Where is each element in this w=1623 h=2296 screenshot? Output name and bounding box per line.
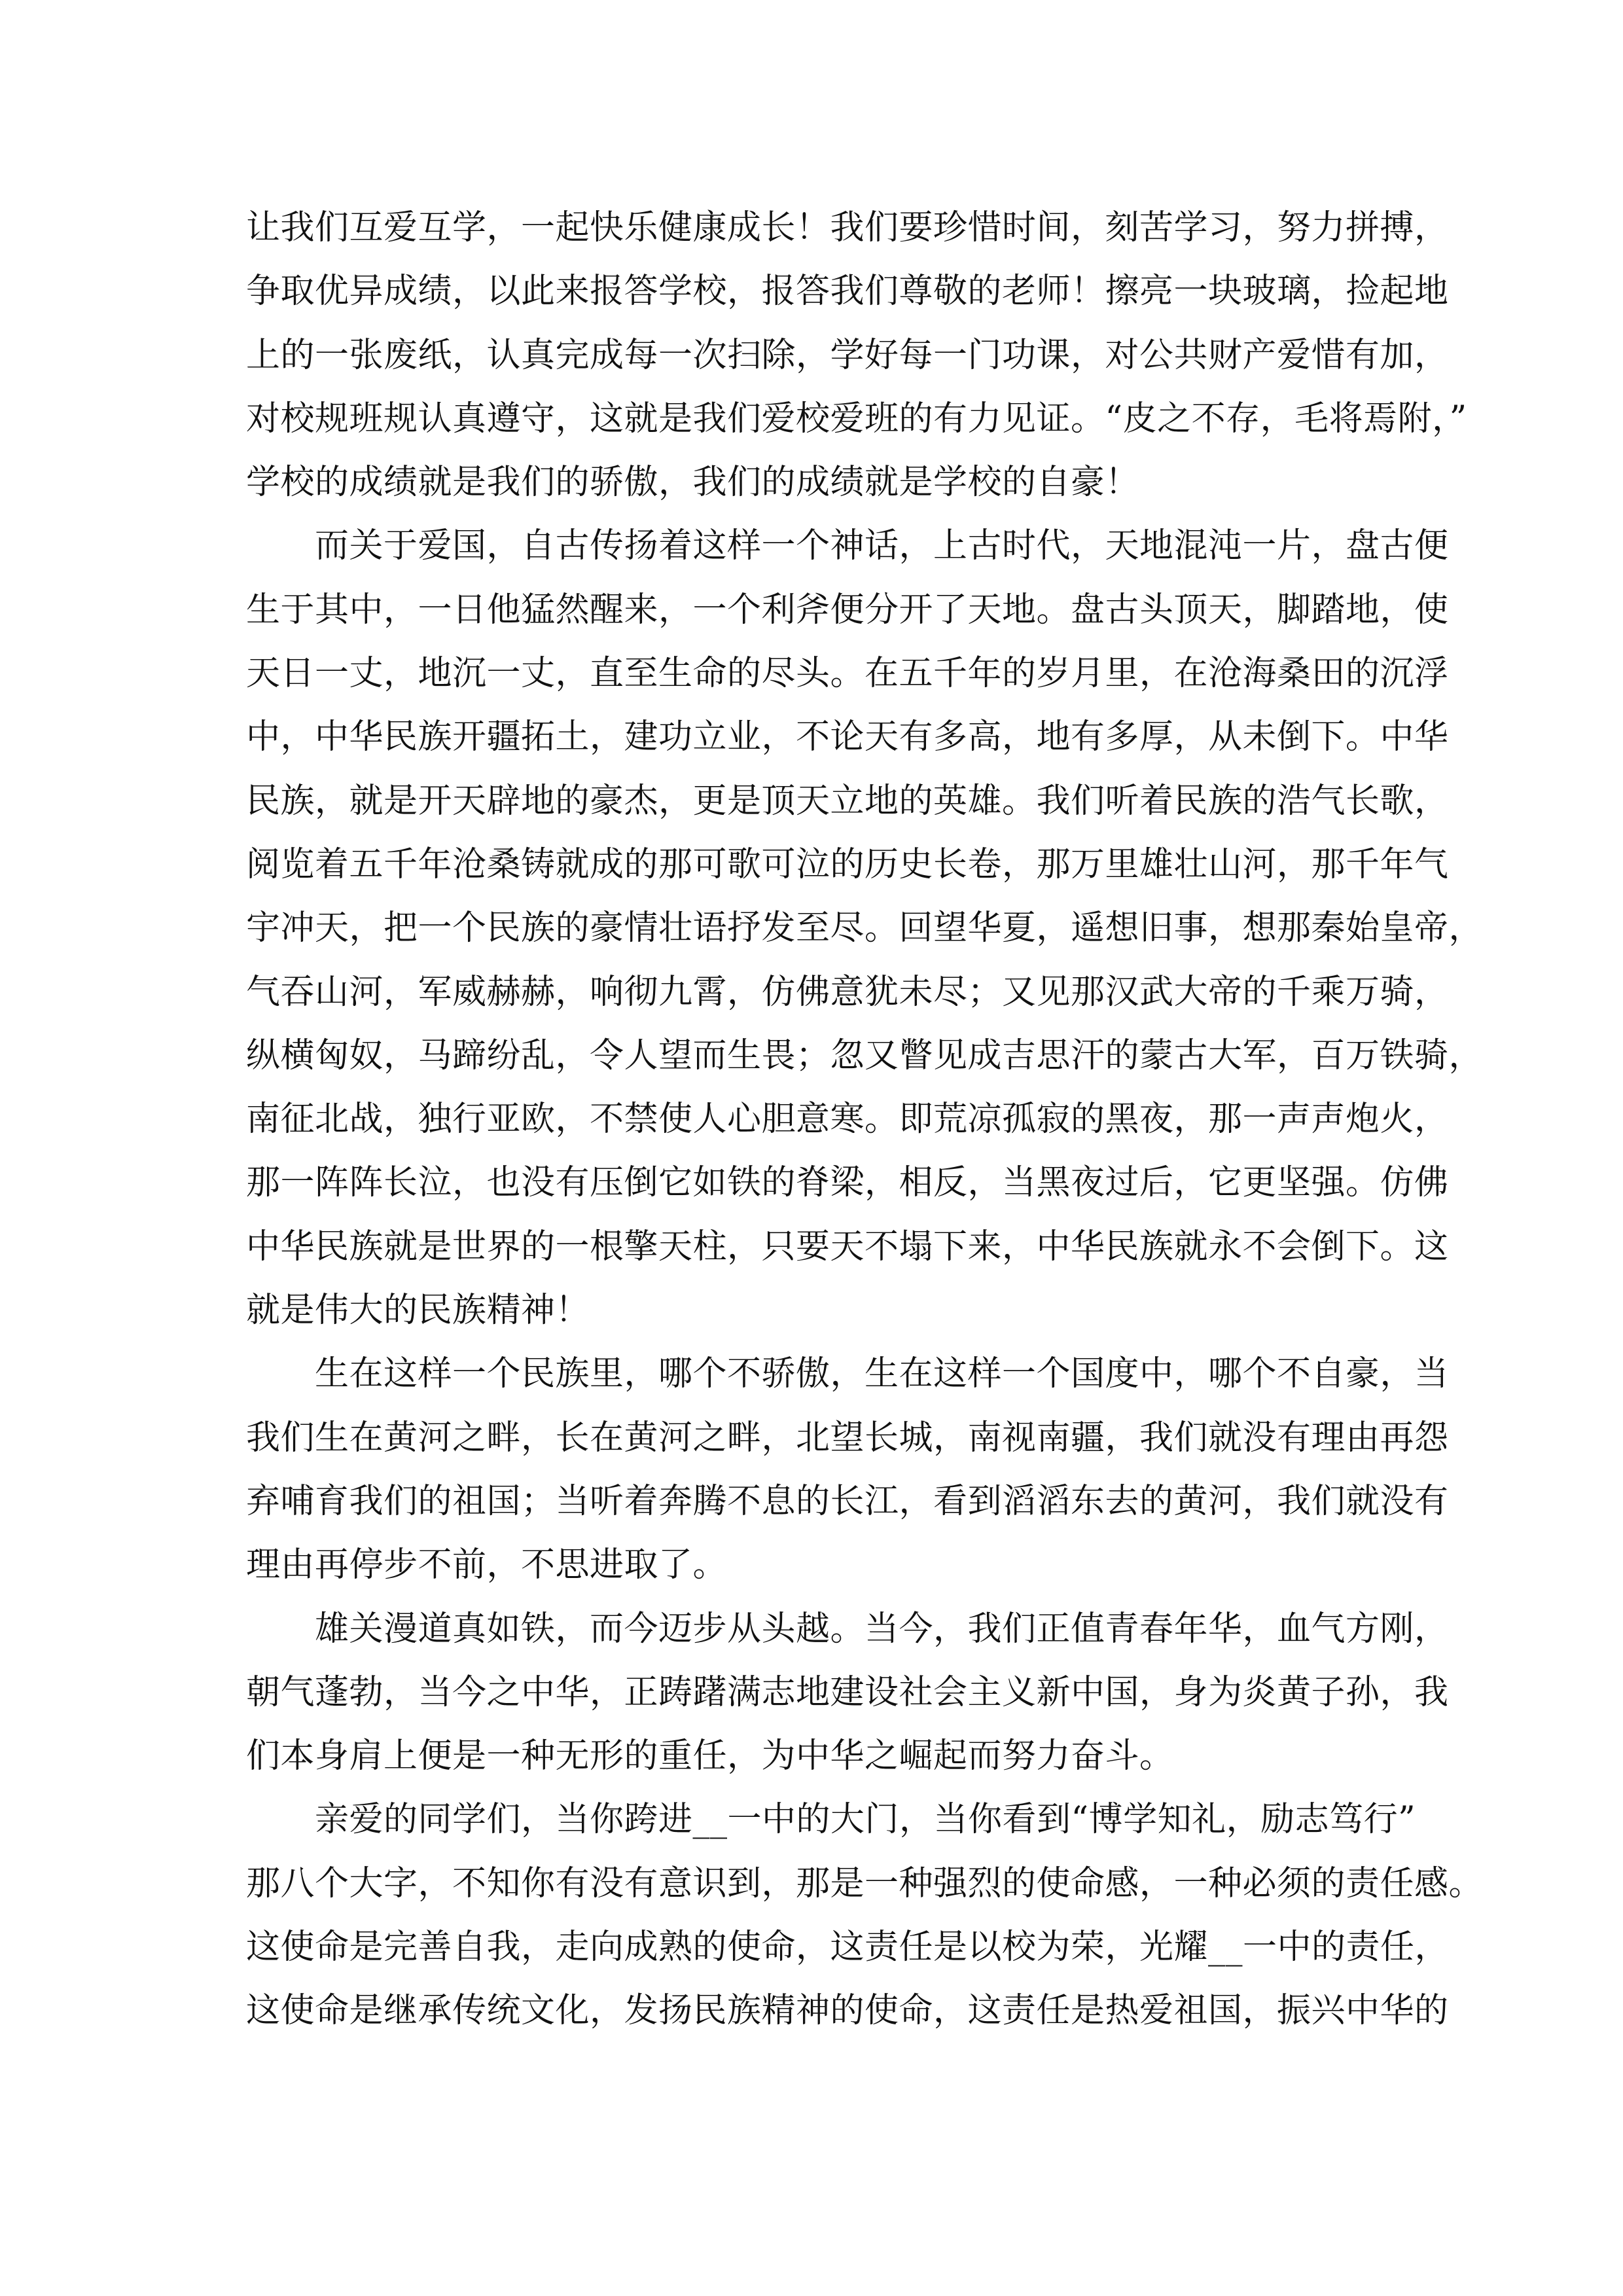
text-line: 对校规班规认真遵守，这就是我们爱校爱班的有力见证。“皮之不存，毛将焉附，” [246, 399, 1467, 439]
text-line: 生于其中，一日他猛然醒来，一个利斧便分开了天地。盘古头顶天，脚踏地，使 [246, 590, 1449, 630]
text-line: 朝气蓬勃，当今之中华，正踌躇满志地建设社会主义新中国，身为炎黄子孙，我 [246, 1672, 1449, 1712]
text-line: 亲爱的同学们，当你跨进__一中的大门，当你看到“博学知礼，励志笃行” [246, 1800, 1416, 1840]
text-line: 这使命是继承传统文化，发扬民族精神的使命，这责任是热爱祖国，振兴中华的 [246, 1991, 1449, 2031]
text-line: 弃哺育我们的祖国；当听着奔腾不息的长江，看到滔滔东去的黄河，我们就没有 [246, 1481, 1449, 1521]
text-line: 纵横匈奴，马蹄纷乱，令人望而生畏；忽又瞥见成吉思汗的蒙古大军，百万铁骑， [246, 1035, 1484, 1075]
text-line: 们本身肩上便是一种无形的重任，为中华之崛起而努力奋斗。 [246, 1736, 1174, 1776]
body-text [246, 196, 1484, 2043]
text-line: 那八个大字，不知你有没有意识到，那是一种强烈的使命感，一种必须的责任感。 [246, 1863, 1484, 1903]
text-line: 那一阵阵长泣，也没有压倒它如铁的脊梁，相反，当黑夜过后，它更坚强。仿佛 [246, 1163, 1449, 1203]
text-line: 中华民族就是世界的一根擎天柱，只要天不塌下来，中华民族就永不会倒下。这 [246, 1227, 1449, 1266]
text-line: 气吞山河，军威赫赫，响彻九霄，仿佛意犹未尽；又见那汉武大帝的千乘万骑， [246, 972, 1449, 1012]
text-line: 就是伟大的民族精神！ [246, 1291, 590, 1331]
text-line: 理由再停步不前，不思进取了。 [246, 1545, 728, 1585]
text-line: 学校的成绩就是我们的骄傲，我们的成绩就是学校的自豪！ [246, 463, 1140, 503]
text-line: 而关于爱国，自古传扬着这样一个神话，上古时代，天地混沌一片，盘古便 [246, 526, 1449, 566]
text-line: 雄关漫道真如铁，而今迈步从头越。当今，我们正值青春年华，血气方刚， [246, 1609, 1449, 1649]
text-line: 上的一张废纸，认真完成每一次扫除，学好每一门功课，对公共财产爱惜有加， [246, 335, 1449, 375]
text-line: 宇冲天，把一个民族的豪情壮语抒发至尽。回望华夏，遥想旧事，想那秦始皇帝， [246, 908, 1484, 948]
text-line: 中，中华民族开疆拓土，建功立业，不论天有多高，地有多厚，从未倒下。中华 [246, 717, 1449, 757]
text-line: 争取优异成绩，以此来报答学校，报答我们尊敬的老师！擦亮一块玻璃，捡起地 [246, 272, 1449, 312]
text-line: 生在这样一个民族里，哪个不骄傲，生在这样一个国度中，哪个不自豪，当 [246, 1354, 1449, 1394]
text-line: 南征北战，独行亚欧，不禁使人心胆意寒。即荒凉孤寂的黑夜，那一声声炮火， [246, 1100, 1449, 1139]
text-line: 这使命是完善自我，走向成熟的使命，这责任是以校为荣，光耀__一中的责任， [246, 1928, 1450, 1967]
text-line: 阅览着五千年沧桑铸就成的那可歌可泣的历史长卷，那万里雄壮山河，那千年气 [246, 844, 1449, 884]
text-line: 天日一丈，地沉一丈，直至生命的尽头。在五千年的岁月里，在沧海桑田的沉浮 [246, 654, 1449, 694]
text-line: 让我们互爱互学，一起快乐健康成长！我们要珍惜时间，刻苦学习，努力拼搏， [246, 208, 1449, 247]
text-line: 民族，就是开天辟地的豪杰，更是顶天立地的英雄。我们听着民族的浩气长歌， [246, 781, 1449, 821]
text-line: 我们生在黄河之畔，长在黄河之畔，北望长城，南视南疆，我们就没有理由再怨 [246, 1418, 1449, 1458]
